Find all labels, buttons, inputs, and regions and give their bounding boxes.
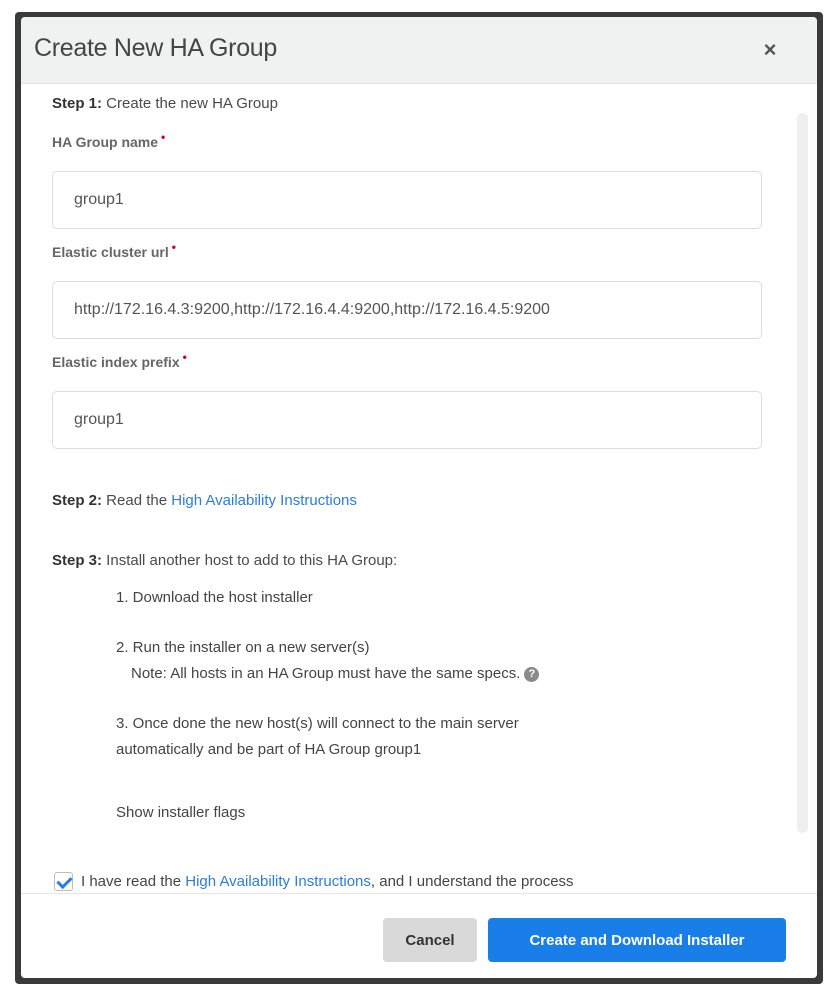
step-3 — [52, 552, 397, 569]
acknowledge-ha-instructions-link[interactable]: High Availability Instructions — [185, 873, 371, 890]
create-and-download-installer-button[interactable]: Create and Download Installer — [488, 918, 786, 962]
specs-note — [116, 661, 539, 687]
instruction-item-2-text: 2. Run the installer on a new server(s) — [116, 639, 370, 656]
step-1-text: Create the new HA Group — [102, 95, 278, 112]
elastic-index-prefix-input[interactable]: group1 — [52, 391, 762, 449]
step-2-label: Step 2: — [52, 492, 103, 509]
ha-group-name-label-text: HA Group name — [52, 134, 159, 150]
dialog-body — [21, 85, 817, 892]
elastic-cluster-url-input[interactable]: http://172.16.4.3:9200,http://172.16.4.4:9200,http://172.16.4.5:9200 — [52, 281, 762, 339]
elastic-index-prefix-label-text: Elastic index prefix — [52, 354, 180, 370]
step-2-text: Read the — [102, 492, 172, 509]
acknowledge-prefix: I have read the — [81, 873, 186, 890]
elastic-cluster-url-label — [52, 240, 176, 260]
elastic-cluster-url-label-text: Elastic cluster url — [52, 244, 169, 260]
acknowledge-row — [54, 872, 574, 891]
instruction-item-3-line1: 3. Once done the new host(s) will connect to the main server — [116, 715, 519, 732]
create-ha-group-dialog — [21, 17, 817, 978]
cancel-button[interactable]: Cancel — [383, 918, 477, 962]
ha-instructions-link[interactable]: High Availability Instructions — [171, 492, 357, 509]
dialog-title: Create New HA Group — [34, 34, 278, 62]
step-1 — [52, 95, 278, 112]
help-icon[interactable]: ? — [524, 667, 539, 682]
show-installer-flags-link[interactable]: Show installer flags — [116, 804, 246, 821]
instruction-item-1: 1. Download the host installer — [116, 589, 313, 606]
elastic-index-prefix-label — [52, 350, 187, 370]
required-marker: • — [161, 130, 166, 144]
instruction-item-3-line2: automatically and be part of HA Group group1 — [116, 741, 422, 758]
step-1-label: Step 1: — [52, 95, 103, 112]
acknowledge-checkbox[interactable] — [54, 872, 73, 891]
ha-group-name-label — [52, 130, 166, 150]
scrollbar[interactable] — [797, 113, 808, 833]
instruction-item-3 — [116, 711, 519, 763]
dialog-header — [21, 17, 817, 84]
step-3-text: Install another host to add to this HA Group: — [102, 552, 398, 569]
required-marker: • — [182, 350, 187, 364]
close-icon[interactable]: × — [763, 37, 777, 62]
dialog-footer — [21, 893, 817, 978]
step-2 — [52, 492, 357, 509]
acknowledge-suffix: , and I understand the process — [370, 873, 574, 890]
required-marker: • — [171, 240, 176, 254]
ha-group-name-input[interactable]: group1 — [52, 171, 762, 229]
specs-note-text: Note: All hosts in an HA Group must have the same specs. — [131, 665, 521, 682]
instruction-item-2 — [116, 635, 539, 687]
step-3-label: Step 3: — [52, 552, 103, 569]
